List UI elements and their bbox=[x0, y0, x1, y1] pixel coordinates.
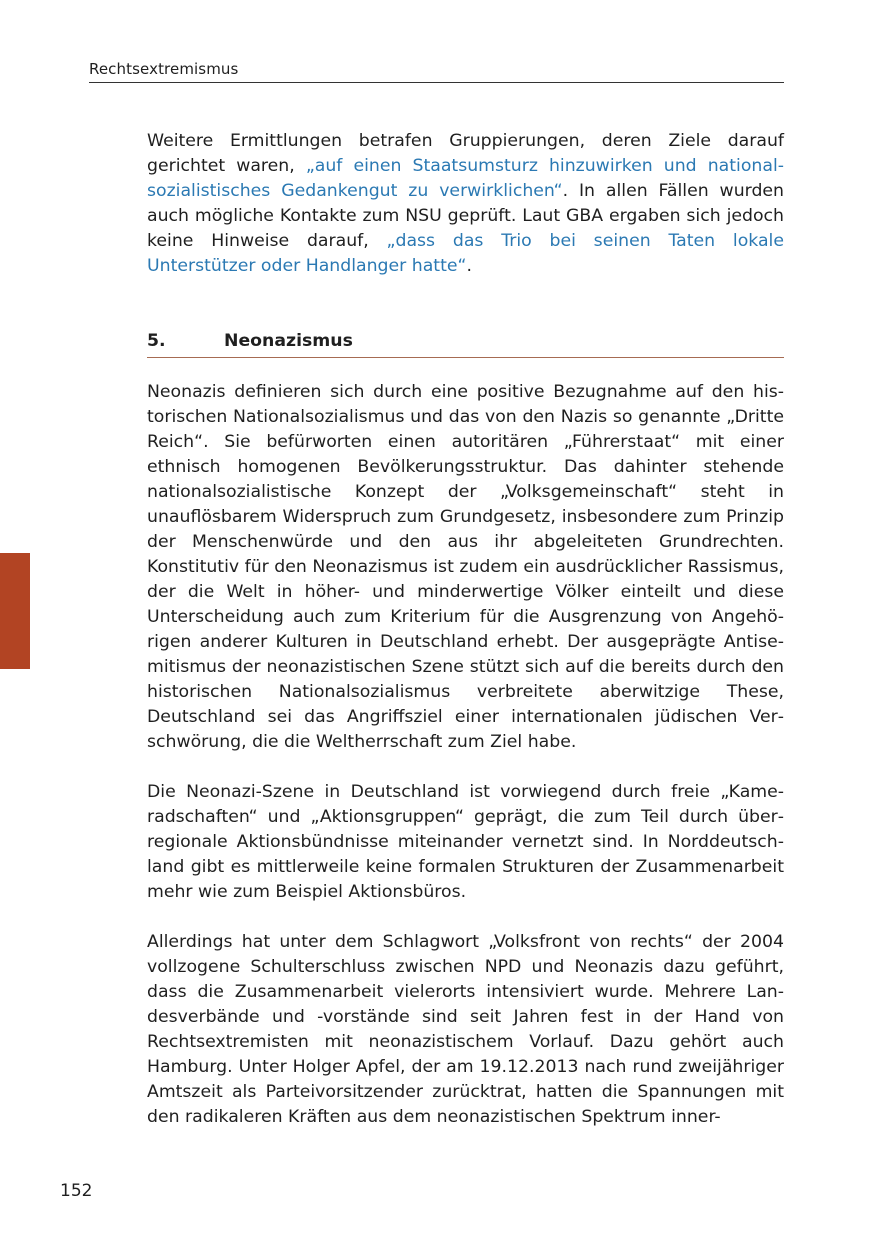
section-heading bbox=[147, 331, 784, 358]
section-title: Neonazismus bbox=[224, 331, 353, 351]
text-run: . bbox=[466, 256, 472, 276]
text-run: Weitere Ermittlungen betrafen Gruppierungen, deren Ziele darauf gerichtet waren, bbox=[147, 131, 784, 176]
running-head: Rechtsextremismus bbox=[89, 60, 239, 78]
paragraph-neonazis-definition: Neonazis definieren sich durch eine positive Bezugnahme auf den historischen Nationalsozialismus und das von den Nazis so genannte „Dritte Reich“. Sie befürworten einen autoritären „Führerstaat“ mit einer ethnisch homogenen Bevölkerungsstruktur. Das dahinter stehende nationalsozialistische Konzept der „Volksgemeinschaft“ steht in unauflösbarem Widerspruch zum Grundgesetz, insbesondere zum Prinzip der Menschenwürde und den aus ihr abgeleiteten Grundrechten. Konstitutiv für den Neonazismus ist zudem ein ausdrücklicher Rassismus, der die Welt in höher- und minderwertige Völker einteilt und diese Unterscheidung auch zum Kriterium für die Ausgrenzung von Angehörigen anderer Kulturen in Deutschland erhebt. Der ausgeprägte Antisemitismus der neonazistischen Szene stützt sich auf die bereits durch den historischen Nationalsozialismus verbreitete aberwitzige These, Deutschland sei das Angriffsziel einer internationalen jüdischen Verschwörung, die die Weltherrschaft zum Ziel habe. bbox=[147, 382, 784, 752]
text-run: . In allen Fällen wurden auch mögliche Kontakte zum NSU geprüft. Laut GBA ergaben sich jedoch keine Hinweise darauf, bbox=[147, 181, 784, 251]
quote-run: „auf einen Staatsumsturz hinzuwirken und nationalsozialistisches Gedankengut zu verwirklichen“ bbox=[147, 156, 784, 201]
paragraph-neonazi-scene: Die Neonazi-Szene in Deutschland ist vorwiegend durch freie „Kameradschaften“ und „Aktionsgruppen“ geprägt, die zum Teil durch überregionale Aktionsbündnisse miteinander vernetzt sind. In Norddeutschland gibt es mittlerweile keine formalen Strukturen der Zusammenarbeit mehr wie zum Beispiel Aktionsbüros. bbox=[147, 782, 784, 902]
quote-run: „dass das Trio bei seinen Taten lokale Unterstützer oder Handlanger hatte“ bbox=[147, 231, 784, 276]
header-rule bbox=[89, 82, 784, 83]
section-number: 5. bbox=[147, 331, 166, 351]
paragraph-investigations bbox=[147, 129, 784, 279]
page-body bbox=[147, 129, 784, 1130]
paragraph-volksfront: Allerdings hat unter dem Schlagwort „Volksfront von rechts“ der 2004 vollzogene Schulterschluss zwischen NPD und Neonazis dazu geführt, dass die Zusammenarbeit vielerorts intensiviert wurde. Mehrere Landesverbände und -vorstände sind seit Jahren fest in der Hand von Rechtsextremisten mit neonazistischem Vorlauf. Dazu gehört auch Hamburg. Unter Holger Apfel, der am 19.12.2013 nach rund zweijähriger Amtszeit als Parteivorsitzender zurücktrat, hatten die Spannungen mit den radikaleren Kräften aus dem neonazistischen Spektrum inner- bbox=[147, 932, 784, 1127]
page-number: 152 bbox=[60, 1181, 93, 1201]
chapter-side-tab bbox=[0, 553, 30, 669]
